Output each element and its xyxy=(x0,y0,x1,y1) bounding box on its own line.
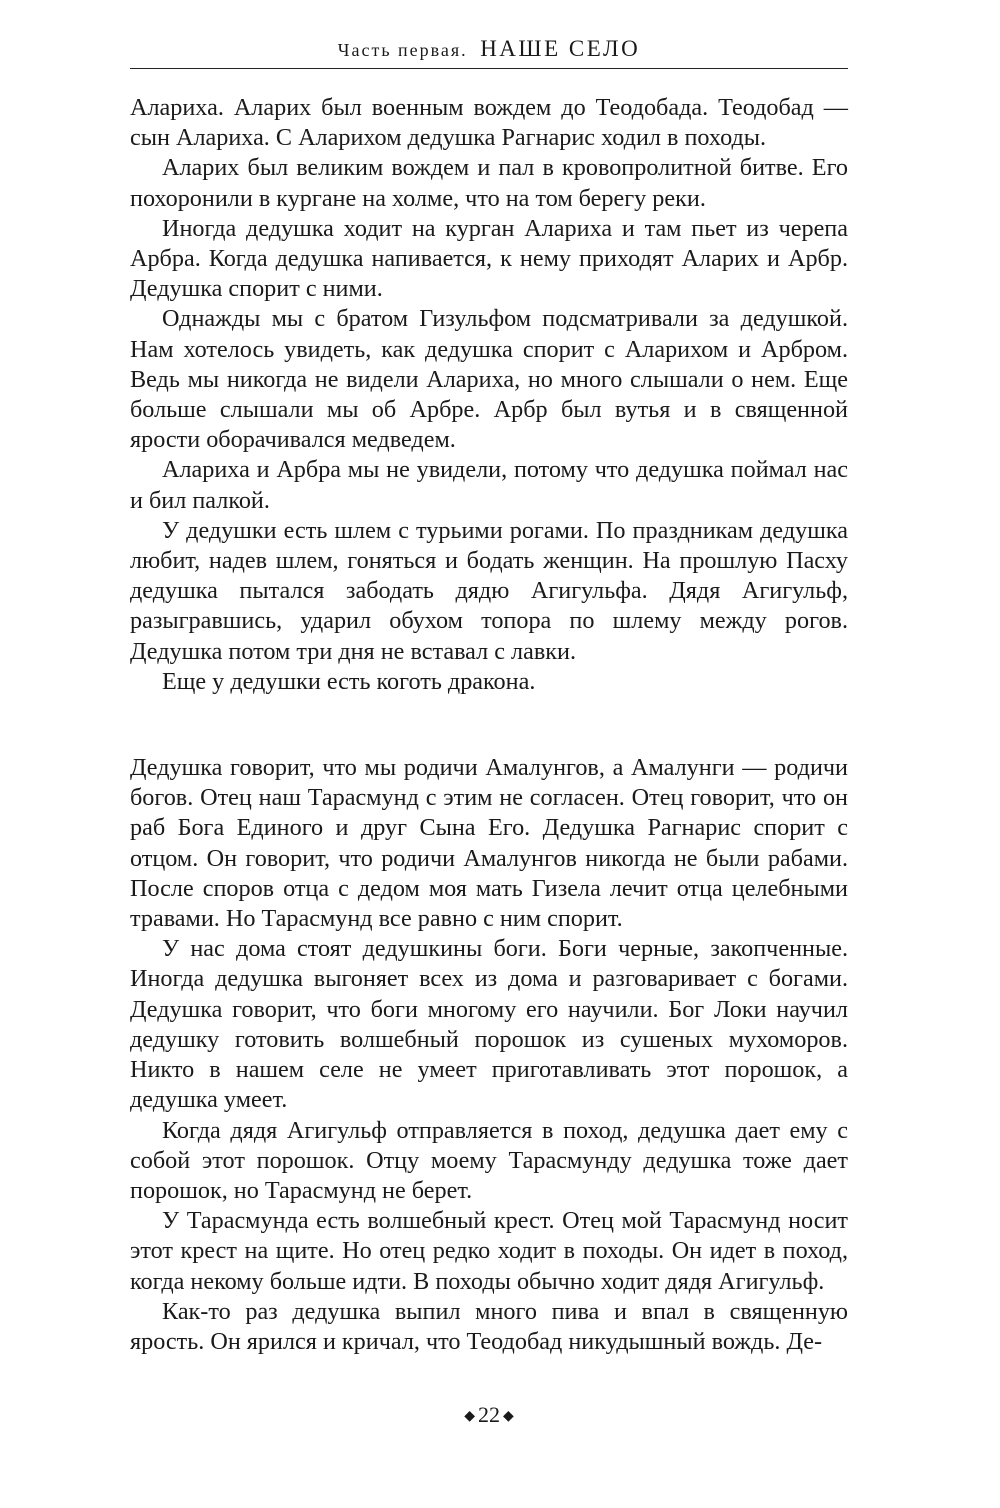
ornament-right-icon: ◆ xyxy=(503,1409,514,1424)
paragraph: Аларих был великим вождем и пал в кровопролитной битве. Его похоронили в кургане на холме, что на том берегу реки. xyxy=(130,154,848,212)
page-number: 22 xyxy=(478,1402,500,1427)
paragraph: Однажды мы с братом Гизульфом подсматривали за дедушкой. Нам хотелось увидеть, как дедушка спорит с Аларихом и Арбром. Ведь мы никогда не видели Алариха, но много слышали о нем. Еще больше слышали мы об Арбре. Арбр был вутья и в священной ярости оборачивался медведем. xyxy=(130,305,848,454)
paragraph: Иногда дедушка ходит на курган Алариха и там пьет из черепа Арбра. Когда дедушка напивается, к нему приходят Аларих и Арбр. Дедушка спорит с ними. xyxy=(130,214,848,303)
paragraph: Еще у дедушки есть коготь дракона. xyxy=(162,667,536,695)
paragraph: У нас дома стоят дедушкины боги. Боги черные, закопченные. Иногда дедушка выгоняет всех из дома и разговаривает с богами. Дедушка говорит, что боги многому его научили. Бог Локи научил дедушку готовить волшебный порошок из сушеных мухоморов. Никто в нашем селе не умеет приготавливать этот порошок, а дедушка умеет. xyxy=(130,935,848,1114)
section-break xyxy=(130,697,848,753)
header-rule xyxy=(130,68,848,69)
part-title: Часть первая. xyxy=(337,40,468,60)
paragraph: Дедушка говорит, что мы родичи Амалунгов, а Амалунги — родичи богов. Отец наш Тарасмунд с этим не согласен. Отец говорит, что он раб Бога Единого и друг Сына Его. Дедушка Рагнарис спорит с отцом. Он говорит, что родичи Амалунгов никогда не были рабами. После споров отца с дедом моя мать Гизела лечит отца целебными травами. Но Тарасмунд все равно с ним спорит. xyxy=(130,754,848,933)
paragraph: У Тарасмунда есть волшебный крест. Отец мой Тарасмунд носит этот крест на щите. Но отец редко ходит в походы. Он идет в поход, когда некому больше идти. В походы обычно ходит дядя Агигульф. xyxy=(130,1207,848,1295)
paragraph: Когда дядя Агигульф отправляется в поход, дедушка дает ему с собой этот порошок. Отцу моему Тарасмунду дедушка тоже дает порошок, но Тарасмунд не берет. xyxy=(130,1116,848,1204)
paragraph: Как-то раз дедушка выпил много пива и впал в священную ярость. Он ярился и кричал, что Теодобад никудышный вождь. Де- xyxy=(130,1297,848,1355)
ornament-left-icon: ◆ xyxy=(464,1409,475,1424)
chapter-title: НАШЕ СЕЛО xyxy=(480,36,641,61)
running-header xyxy=(130,34,848,65)
page-number-footer xyxy=(130,1402,848,1430)
paragraph: Алариха. Аларих был военным вождем до Теодобада. Теодобад — сын Алариха. С Аларихом дедушка Рагнарис ходил в походы. xyxy=(130,94,848,152)
paragraph: Алариха и Арбра мы не увидели, потому что дедушка поймал нас и бил палкой. xyxy=(130,456,848,514)
body-text xyxy=(130,93,848,1357)
paragraph: У дедушки есть шлем с турьими рогами. По праздникам дедушка любит, надев шлем, гоняться и бодать женщин. На прошлую Пасху дедушка пытался забодать дядю Агигульфа. Дядя Агигульф, разыгравшись, ударил обухом топора по шлему между рогов. Дедушка потом три дня не вставал с лавки. xyxy=(130,516,848,665)
